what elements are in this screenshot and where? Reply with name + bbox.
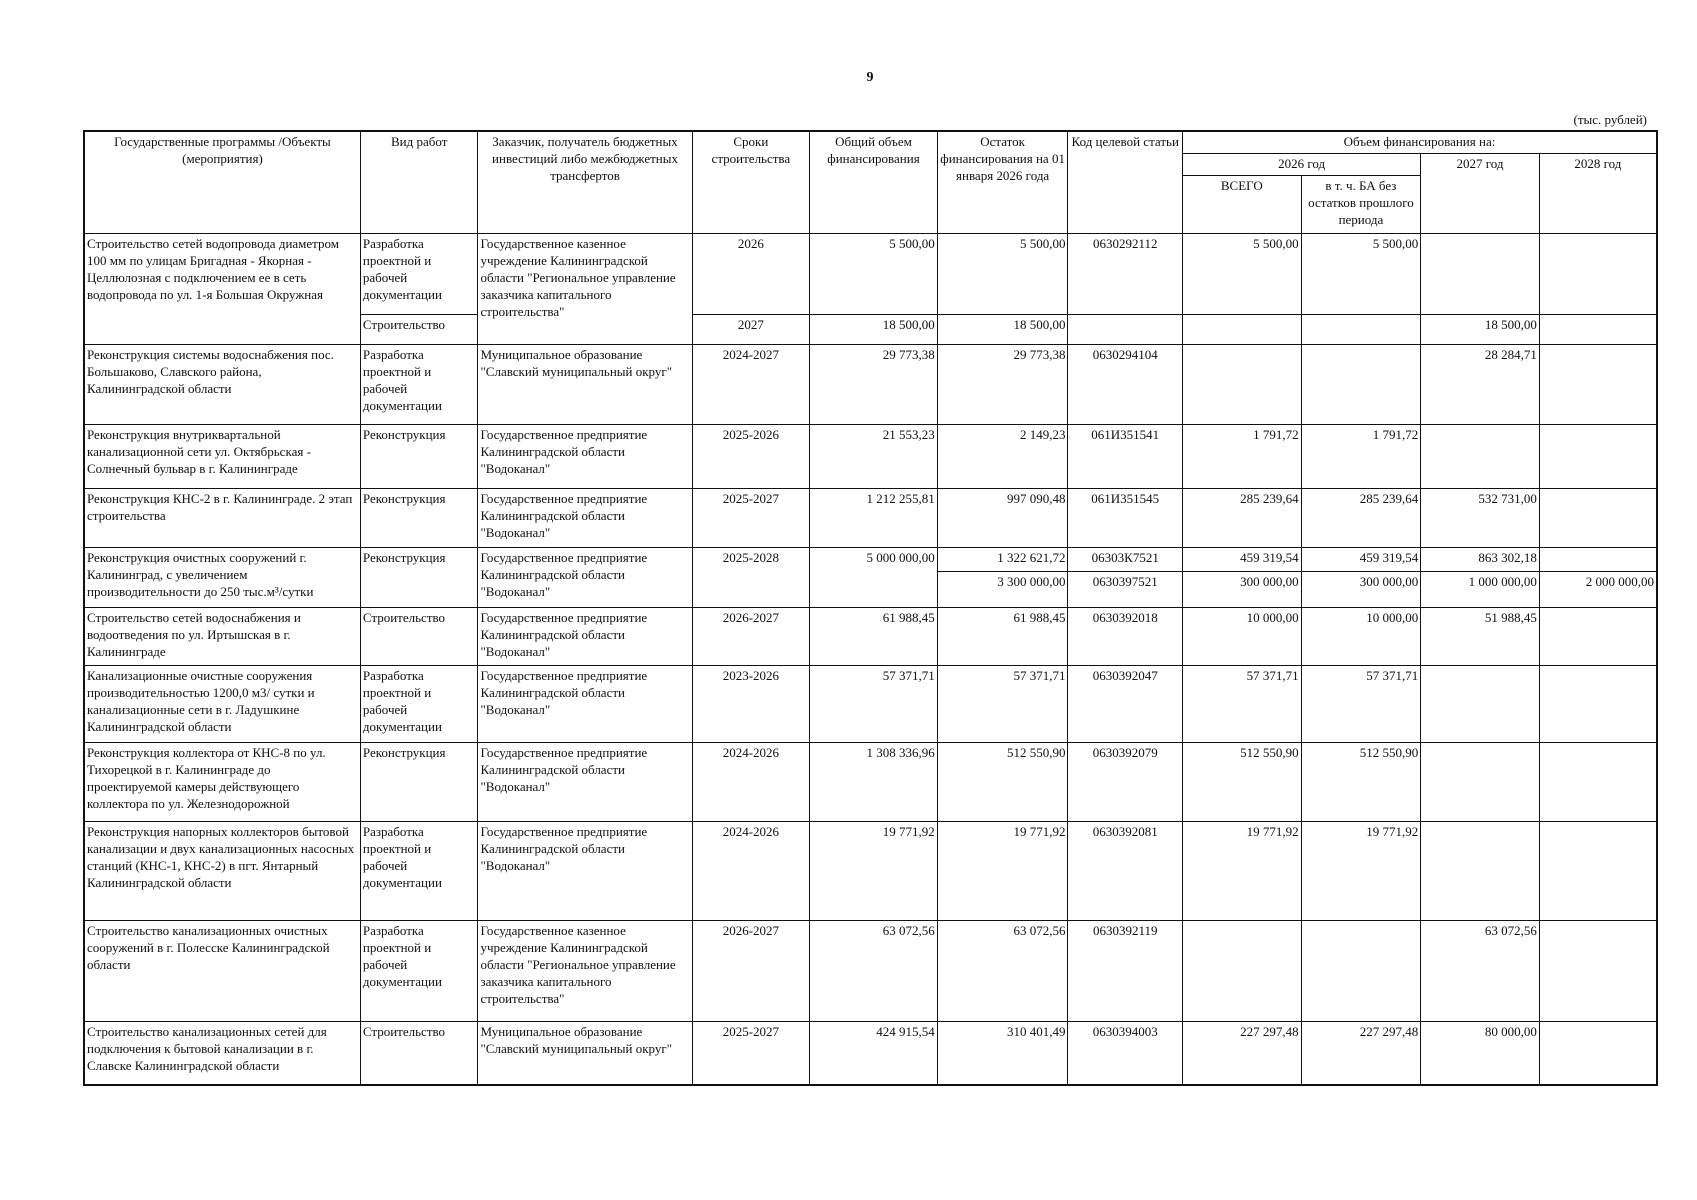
row-work-type: Реконструкция bbox=[360, 424, 478, 488]
row-period: 2025-2028 bbox=[692, 547, 810, 607]
row-remainder: 1 322 621,72 bbox=[937, 547, 1068, 571]
row-work-type: Разработка проектной и рабочей документации bbox=[360, 233, 478, 314]
row-2026-excl bbox=[1301, 920, 1421, 1021]
row-2026-excl: 300 000,00 bbox=[1301, 571, 1421, 607]
row-total: 19 771,92 bbox=[810, 821, 938, 920]
row-2027 bbox=[1421, 821, 1540, 920]
row-code: 0630294104 bbox=[1068, 344, 1183, 424]
row-2026-all: 19 771,92 bbox=[1183, 821, 1302, 920]
row-work-type: Разработка проектной и рабочей документации bbox=[360, 344, 478, 424]
row-2026-all: 1 791,72 bbox=[1183, 424, 1302, 488]
row-remainder: 3 300 000,00 bbox=[937, 571, 1068, 607]
row-2028 bbox=[1539, 314, 1657, 344]
row-object: Реконструкция внутриквартальной канализационной сети ул. Октябрьская - Солнечный бульвар в г. Калининграде bbox=[84, 424, 360, 488]
header-financing: Объем финансирования на: bbox=[1183, 131, 1657, 153]
row-customer: Государственное предприятие Калининградской области "Водоканал" bbox=[478, 424, 692, 488]
row-2028 bbox=[1539, 547, 1657, 571]
header-work-type: Вид работ bbox=[360, 131, 478, 233]
row-2026-excl: 10 000,00 bbox=[1301, 607, 1421, 665]
row-period: 2025-2027 bbox=[692, 488, 810, 547]
row-2027: 18 500,00 bbox=[1421, 314, 1540, 344]
row-2028 bbox=[1539, 1021, 1657, 1085]
row-total: 424 915,54 bbox=[810, 1021, 938, 1085]
row-2027: 863 302,18 bbox=[1421, 547, 1540, 571]
row-2026-all: 300 000,00 bbox=[1183, 571, 1302, 607]
row-object: Реконструкция коллектора от КНС-8 по ул. Тихорецкой в г. Калининграде до проектируемой камеры действующего коллектора по ул. Железнодорожной bbox=[84, 742, 360, 821]
row-period: 2024-2027 bbox=[692, 344, 810, 424]
header-remainder: Остаток финансирования на 01 января 2026 года bbox=[937, 131, 1068, 233]
row-2026-excl: 57 371,71 bbox=[1301, 665, 1421, 742]
header-2026: 2026 год bbox=[1183, 153, 1421, 175]
row-2026-all: 227 297,48 bbox=[1183, 1021, 1302, 1085]
row-customer: Муниципальное образование "Славский муниципальный округ" bbox=[478, 1021, 692, 1085]
row-2028 bbox=[1539, 607, 1657, 665]
row-code: 0630392081 bbox=[1068, 821, 1183, 920]
row-total: 29 773,38 bbox=[810, 344, 938, 424]
row-2027 bbox=[1421, 424, 1540, 488]
row-customer: Государственное предприятие Калининградской области "Водоканал" bbox=[478, 488, 692, 547]
row-remainder: 2 149,23 bbox=[937, 424, 1068, 488]
header-2027: 2027 год bbox=[1421, 153, 1540, 233]
row-customer: Муниципальное образование "Славский муниципальный округ" bbox=[478, 344, 692, 424]
table-row bbox=[84, 488, 1657, 547]
row-object: Реконструкция очистных сооружений г. Калининград, с увеличением производительности до 250 тыс.м³/сутки bbox=[84, 547, 360, 607]
row-total: 21 553,23 bbox=[810, 424, 938, 488]
row-object: Реконструкция КНС-2 в г. Калининграде. 2 этап строительства bbox=[84, 488, 360, 547]
row-2027: 28 284,71 bbox=[1421, 344, 1540, 424]
row-work-type: Разработка проектной и рабочей документации bbox=[360, 821, 478, 920]
row-total: 57 371,71 bbox=[810, 665, 938, 742]
row-object: Строительство канализационных сетей для подключения к бытовой канализации в г. Славске Калининградской области bbox=[84, 1021, 360, 1085]
row-2027: 80 000,00 bbox=[1421, 1021, 1540, 1085]
row-2028 bbox=[1539, 665, 1657, 742]
row-2026-excl: 512 550,90 bbox=[1301, 742, 1421, 821]
table-row bbox=[84, 424, 1657, 488]
row-customer: Государственное казенное учреждение Калининградской области "Региональное управление заказчика капитального строительства" bbox=[478, 233, 692, 344]
row-2027: 63 072,56 bbox=[1421, 920, 1540, 1021]
row-remainder: 18 500,00 bbox=[937, 314, 1068, 344]
row-remainder: 57 371,71 bbox=[937, 665, 1068, 742]
row-2026-excl: 5 500,00 bbox=[1301, 233, 1421, 314]
row-2026-all: 57 371,71 bbox=[1183, 665, 1302, 742]
row-object: Реконструкция системы водоснабжения пос. Большаково, Славского района, Калининградской области bbox=[84, 344, 360, 424]
header-period: Сроки строительства bbox=[692, 131, 810, 233]
row-total: 61 988,45 bbox=[810, 607, 938, 665]
row-period: 2024-2026 bbox=[692, 742, 810, 821]
row-code: 0630392047 bbox=[1068, 665, 1183, 742]
row-period: 2023-2026 bbox=[692, 665, 810, 742]
page-number: 9 bbox=[866, 70, 874, 85]
row-work-type: Строительство bbox=[360, 1021, 478, 1085]
row-2026-excl bbox=[1301, 314, 1421, 344]
row-object: Строительство сетей водопровода диаметром 100 мм по улицам Бригадная - Якорная - Целлюлозная с подключением ее в сеть водопровода по ул. 1-я Большая Окружная bbox=[84, 233, 360, 344]
row-code: 0630292112 bbox=[1068, 233, 1183, 314]
row-remainder: 29 773,38 bbox=[937, 344, 1068, 424]
row-2026-excl: 227 297,48 bbox=[1301, 1021, 1421, 1085]
row-code: 0630392018 bbox=[1068, 607, 1183, 665]
row-total: 1 212 255,81 bbox=[810, 488, 938, 547]
row-work-type: Реконструкция bbox=[360, 742, 478, 821]
row-remainder: 61 988,45 bbox=[937, 607, 1068, 665]
row-remainder: 310 401,49 bbox=[937, 1021, 1068, 1085]
table-row bbox=[84, 1021, 1657, 1085]
header-2026-all: ВСЕГО bbox=[1183, 175, 1302, 233]
row-2026-all: 10 000,00 bbox=[1183, 607, 1302, 665]
header-customer: Заказчик, получатель бюджетных инвестиций либо межбюджетных трансфертов bbox=[478, 131, 692, 233]
row-period: 2026-2027 bbox=[692, 607, 810, 665]
row-object: Реконструкция напорных коллекторов бытовой канализации и двух канализационных насосных станций (КНС-1, КНС-2) в пгт. Янтарный Калининградской области bbox=[84, 821, 360, 920]
row-2026-all bbox=[1183, 314, 1302, 344]
table-row bbox=[84, 344, 1657, 424]
header-2028: 2028 год bbox=[1539, 153, 1657, 233]
row-remainder: 997 090,48 bbox=[937, 488, 1068, 547]
row-2027 bbox=[1421, 742, 1540, 821]
row-2028: 2 000 000,00 bbox=[1539, 571, 1657, 607]
row-2026-all: 512 550,90 bbox=[1183, 742, 1302, 821]
units-note: (тыс. рублей) bbox=[1573, 112, 1647, 127]
row-2026-all: 459 319,54 bbox=[1183, 547, 1302, 571]
row-2026-all: 5 500,00 bbox=[1183, 233, 1302, 314]
row-code: 0630394003 bbox=[1068, 1021, 1183, 1085]
row-2028 bbox=[1539, 920, 1657, 1021]
row-period: 2026-2027 bbox=[692, 920, 810, 1021]
row-total: 1 308 336,96 bbox=[810, 742, 938, 821]
table-row bbox=[84, 665, 1657, 742]
header-program: Государственные программы /Объекты (мероприятия) bbox=[84, 131, 360, 233]
row-total: 5 500,00 bbox=[810, 233, 938, 314]
row-code: 061И351545 bbox=[1068, 488, 1183, 547]
row-customer: Государственное предприятие Калининградской области "Водоканал" bbox=[478, 742, 692, 821]
row-remainder: 19 771,92 bbox=[937, 821, 1068, 920]
budget-table bbox=[83, 130, 1658, 1086]
row-2027: 51 988,45 bbox=[1421, 607, 1540, 665]
row-code bbox=[1068, 314, 1183, 344]
row-work-type: Строительство bbox=[360, 314, 478, 344]
table-row bbox=[84, 821, 1657, 920]
row-customer: Государственное предприятие Калининградской области "Водоканал" bbox=[478, 821, 692, 920]
row-2026-excl: 285 239,64 bbox=[1301, 488, 1421, 547]
header-code: Код целевой статьи bbox=[1068, 131, 1183, 233]
header-2026-excl: в т. ч. БА без остатков прошлого периода bbox=[1301, 175, 1421, 233]
row-remainder: 5 500,00 bbox=[937, 233, 1068, 314]
row-2026-excl: 459 319,54 bbox=[1301, 547, 1421, 571]
table-row bbox=[84, 233, 1657, 314]
row-2026-excl: 1 791,72 bbox=[1301, 424, 1421, 488]
row-2028 bbox=[1539, 821, 1657, 920]
row-2026-excl bbox=[1301, 344, 1421, 424]
row-2026-all: 285 239,64 bbox=[1183, 488, 1302, 547]
row-code: 061И351541 bbox=[1068, 424, 1183, 488]
table-row bbox=[84, 920, 1657, 1021]
row-work-type: Реконструкция bbox=[360, 488, 478, 547]
row-period: 2025-2027 bbox=[692, 1021, 810, 1085]
row-object: Строительство сетей водоснабжения и водоотведения по ул. Иртышская в г. Калининграде bbox=[84, 607, 360, 665]
row-2027 bbox=[1421, 233, 1540, 314]
row-customer: Государственное предприятие Калининградской области "Водоканал" bbox=[478, 665, 692, 742]
table-row bbox=[84, 742, 1657, 821]
row-object: Строительство канализационных очистных сооружений в г. Полесске Калининградской области bbox=[84, 920, 360, 1021]
row-work-type: Строительство bbox=[360, 607, 478, 665]
row-code: 0630397521 bbox=[1068, 571, 1183, 607]
row-object: Канализационные очистные сооружения производительностью 1200,0 м3/ сутки и канализационные сети в г. Ладушкине Калининградской области bbox=[84, 665, 360, 742]
row-remainder: 512 550,90 bbox=[937, 742, 1068, 821]
row-2027: 1 000 000,00 bbox=[1421, 571, 1540, 607]
row-2028 bbox=[1539, 742, 1657, 821]
row-2028 bbox=[1539, 424, 1657, 488]
table-row bbox=[84, 607, 1657, 665]
row-total: 18 500,00 bbox=[810, 314, 938, 344]
row-2028 bbox=[1539, 488, 1657, 547]
row-2026-all bbox=[1183, 920, 1302, 1021]
row-code: 0630392079 bbox=[1068, 742, 1183, 821]
row-period: 2027 bbox=[692, 314, 810, 344]
header-total: Общий объем финансирования bbox=[810, 131, 938, 233]
row-work-type: Реконструкция bbox=[360, 547, 478, 607]
row-period: 2026 bbox=[692, 233, 810, 314]
row-total: 5 000 000,00 bbox=[810, 547, 938, 607]
row-period: 2024-2026 bbox=[692, 821, 810, 920]
row-2027 bbox=[1421, 665, 1540, 742]
row-customer: Государственное предприятие Калининградской области "Водоканал" bbox=[478, 607, 692, 665]
row-2026-all bbox=[1183, 344, 1302, 424]
row-work-type: Разработка проектной и рабочей документации bbox=[360, 920, 478, 1021]
row-customer: Государственное предприятие Калининградской области "Водоканал" bbox=[478, 547, 692, 607]
row-2026-excl: 19 771,92 bbox=[1301, 821, 1421, 920]
row-2027: 532 731,00 bbox=[1421, 488, 1540, 547]
row-total: 63 072,56 bbox=[810, 920, 938, 1021]
row-code: 06303К7521 bbox=[1068, 547, 1183, 571]
row-customer: Государственное казенное учреждение Калининградской области "Региональное управление заказчика капитального строительства" bbox=[478, 920, 692, 1021]
table-row bbox=[84, 547, 1657, 571]
row-code: 0630392119 bbox=[1068, 920, 1183, 1021]
row-work-type: Разработка проектной и рабочей документации bbox=[360, 665, 478, 742]
row-2028 bbox=[1539, 233, 1657, 314]
row-2028 bbox=[1539, 344, 1657, 424]
row-remainder: 63 072,56 bbox=[937, 920, 1068, 1021]
row-period: 2025-2026 bbox=[692, 424, 810, 488]
